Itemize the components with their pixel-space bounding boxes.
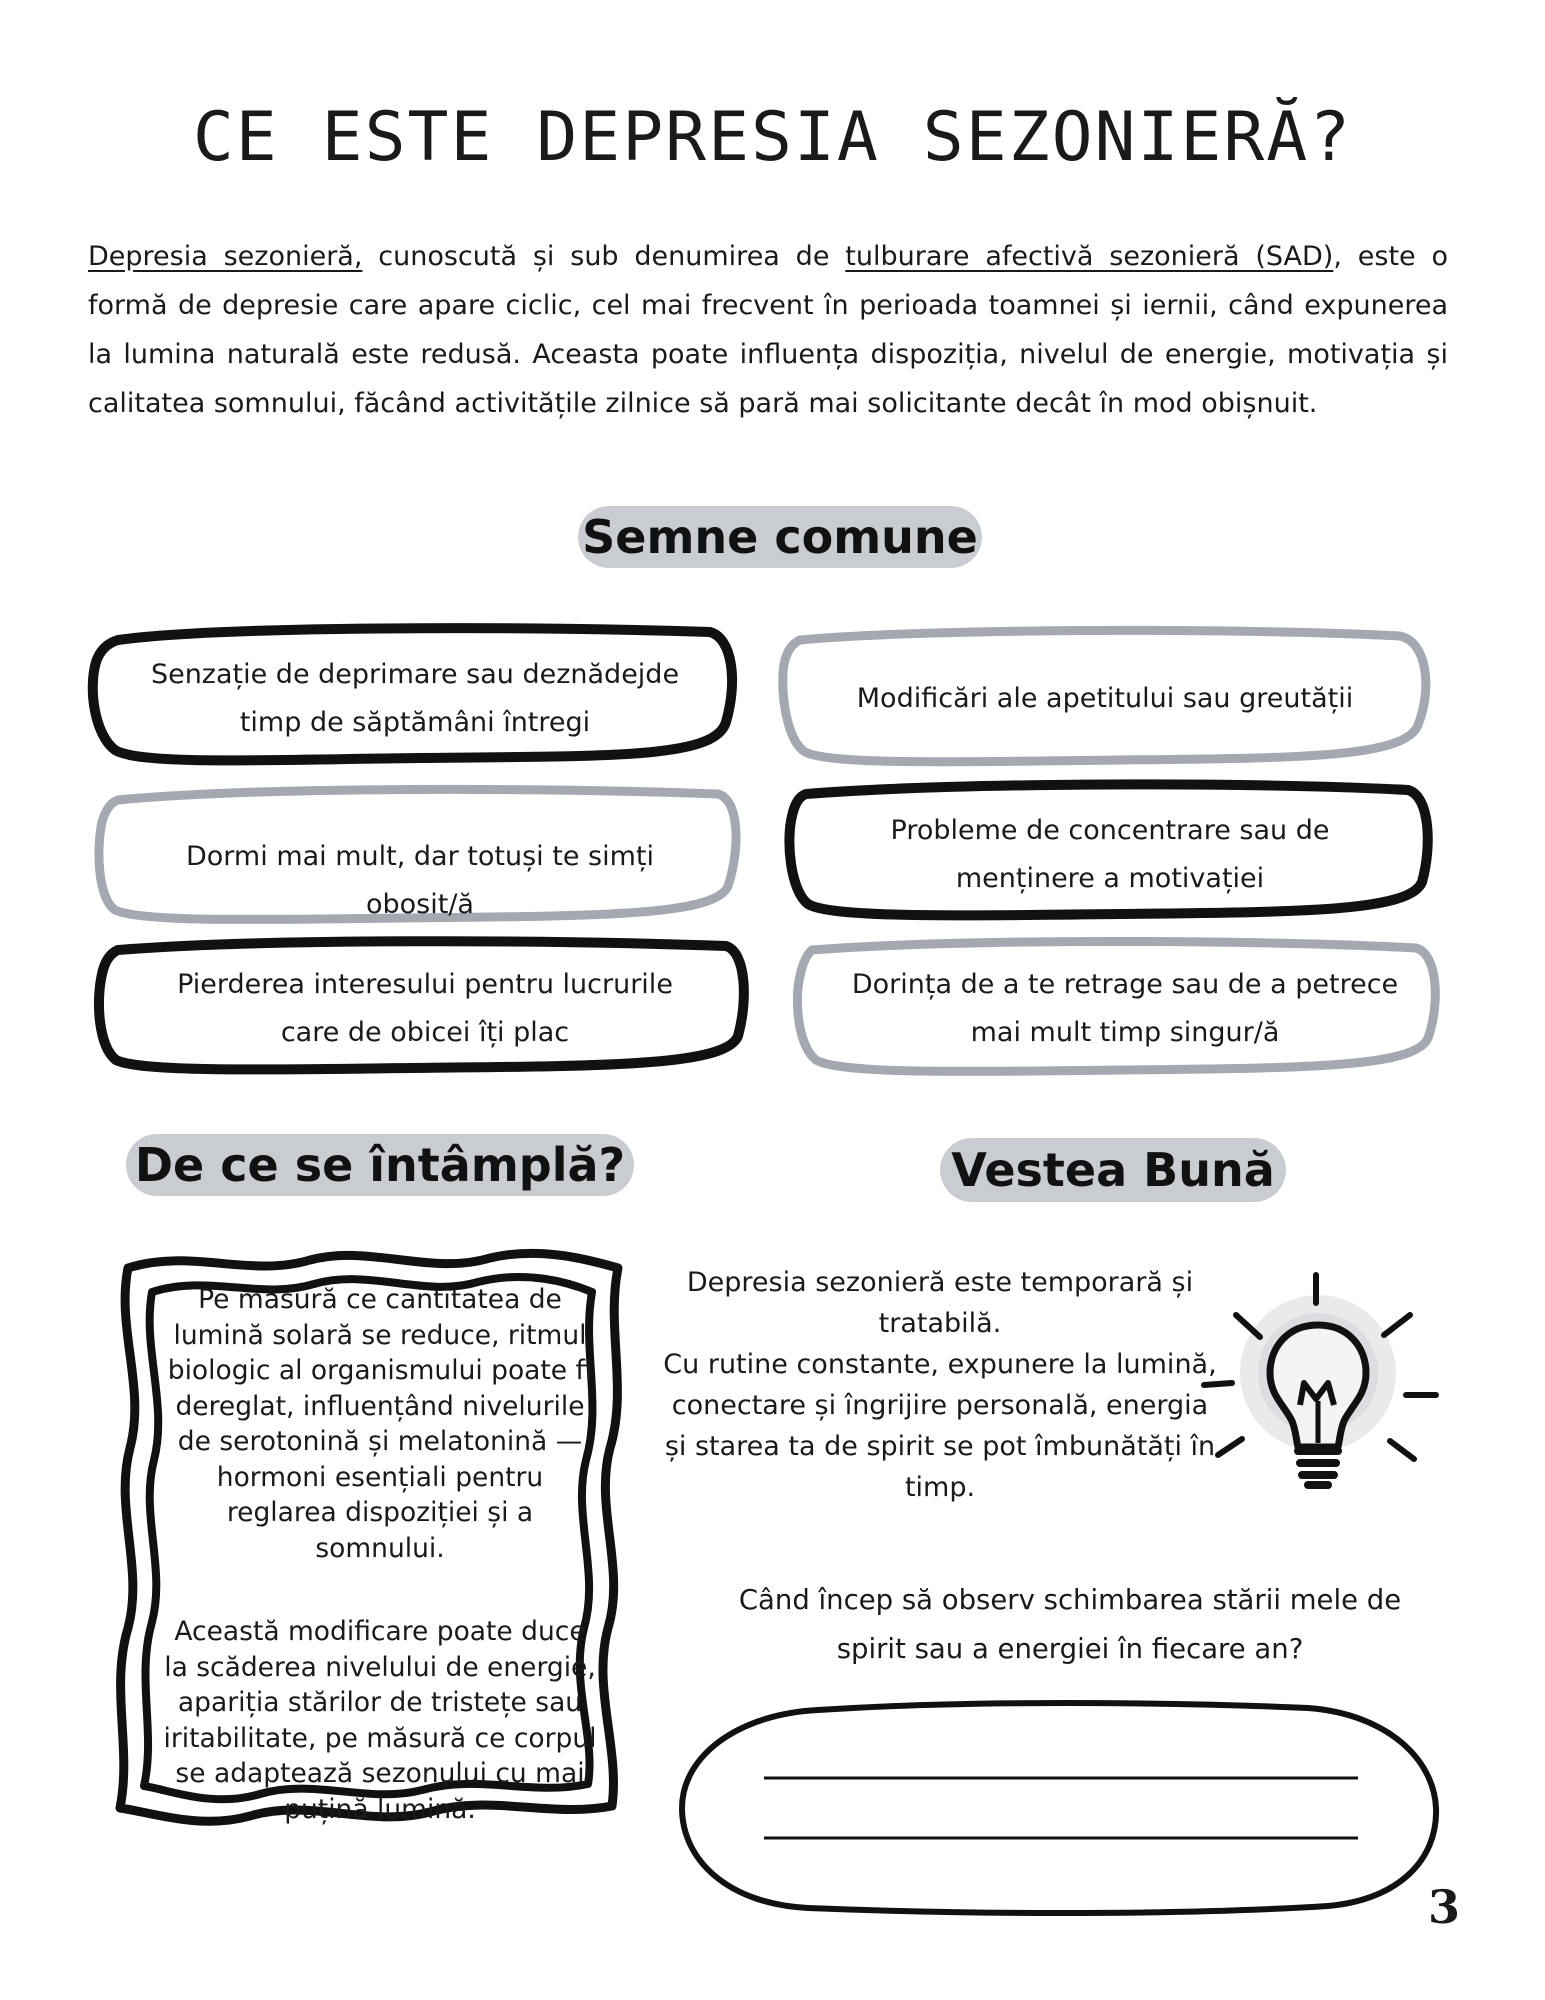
- sign-6-line-1: Dorința de a te retrage sau de a petrece: [851, 969, 1399, 1000]
- sign-4-line-1: Probleme de concentrare sau de: [890, 815, 1330, 846]
- sign-3: [110, 822, 730, 940]
- why-heading-label: De ce se întâmplă?: [134, 1138, 626, 1192]
- intro-text-2: , este o formă de depresie care apare ciclic, cel mai frecvent în perioada toamnei și iernii, când expunerea la lumina naturală este redusă. Aceasta poate influența dispoziția, nivelul de energie, motivația și calitatea somnului, făcând activitățile zilnice să pară mai solicitante decât în mod obișnuit.: [88, 241, 1448, 419]
- answer-box[interactable]: [668, 1690, 1448, 1930]
- good-news-text-1: Depresia sezonieră este temporară și tratabilă.: [686, 1267, 1194, 1339]
- sign-5: [115, 950, 735, 1068]
- good-news-text-2: Cu rutine constante, expunere la lumină, conectare și îngrijire personală, energia și starea ta de spirit se pot îmbunătăți în timp.: [663, 1349, 1217, 1503]
- sign-4: [805, 796, 1415, 914]
- sign-5-line-2: care de obicei îți plac: [280, 1017, 570, 1048]
- sign-1: [120, 640, 710, 758]
- page-title: CE ESTE DEPRESIA SEZONIERĂ?: [192, 98, 1353, 177]
- intro-term-sad: tulburare afectivă sezonieră (SAD): [845, 241, 1334, 272]
- sign-1-line-2: timp de săptămâni întregi: [239, 707, 591, 738]
- good-news-heading: [940, 1138, 1286, 1202]
- why-paragraph-1: Pe măsură ce cantitatea de lumină solară se reduce, ritmul biologic al organismului poate fi dereglat, influențând nivelurile de serotonină și melatonină — hormoni esențiali pentru reglarea dispoziției și a somnului.: [167, 1284, 593, 1564]
- good-news-heading-label: Vestea Bună: [951, 1143, 1275, 1197]
- sign-4-line-2: menținere a motivației: [955, 863, 1265, 894]
- why-paragraph-2: Această modificare poate duce la scăderea nivelului de energie, apariția stărilor de tristețe sau iritabilitate, pe măsură ce corpul se adaptează sezonului cu mai puțină lumină.: [163, 1616, 597, 1825]
- reflection-question: Când încep să observ schimbarea stării mele de spirit sau a energiei în fiecare an?: [738, 1584, 1402, 1665]
- intro-text-1: cunoscută și sub denumirea de: [362, 241, 846, 272]
- intro-term-depression: Depresia sezonieră,: [88, 241, 363, 272]
- page-number: 3: [1428, 1880, 1461, 1934]
- sign-6-line-2: mai mult timp singur/ă: [970, 1017, 1280, 1048]
- why-heading: [126, 1134, 634, 1196]
- sign-2: [800, 640, 1410, 758]
- sign-3-line-1: Dormi mai mult, dar totuși te simți: [186, 841, 654, 872]
- sign-6: [815, 950, 1435, 1068]
- sign-1-line-1: Senzație de deprimare sau deznădejde: [150, 659, 680, 690]
- sign-5-line-1: Pierderea interesului pentru lucrurile: [177, 969, 673, 1000]
- signs-heading-label: Semne comune: [582, 510, 978, 564]
- good-news-text: [660, 1262, 1220, 1508]
- sign-2-line-1: Modificări ale apetitului sau greutății: [856, 683, 1354, 714]
- lightbulb-icon: [1200, 1255, 1450, 1515]
- sign-3-line-2: obosit/ă: [366, 889, 474, 920]
